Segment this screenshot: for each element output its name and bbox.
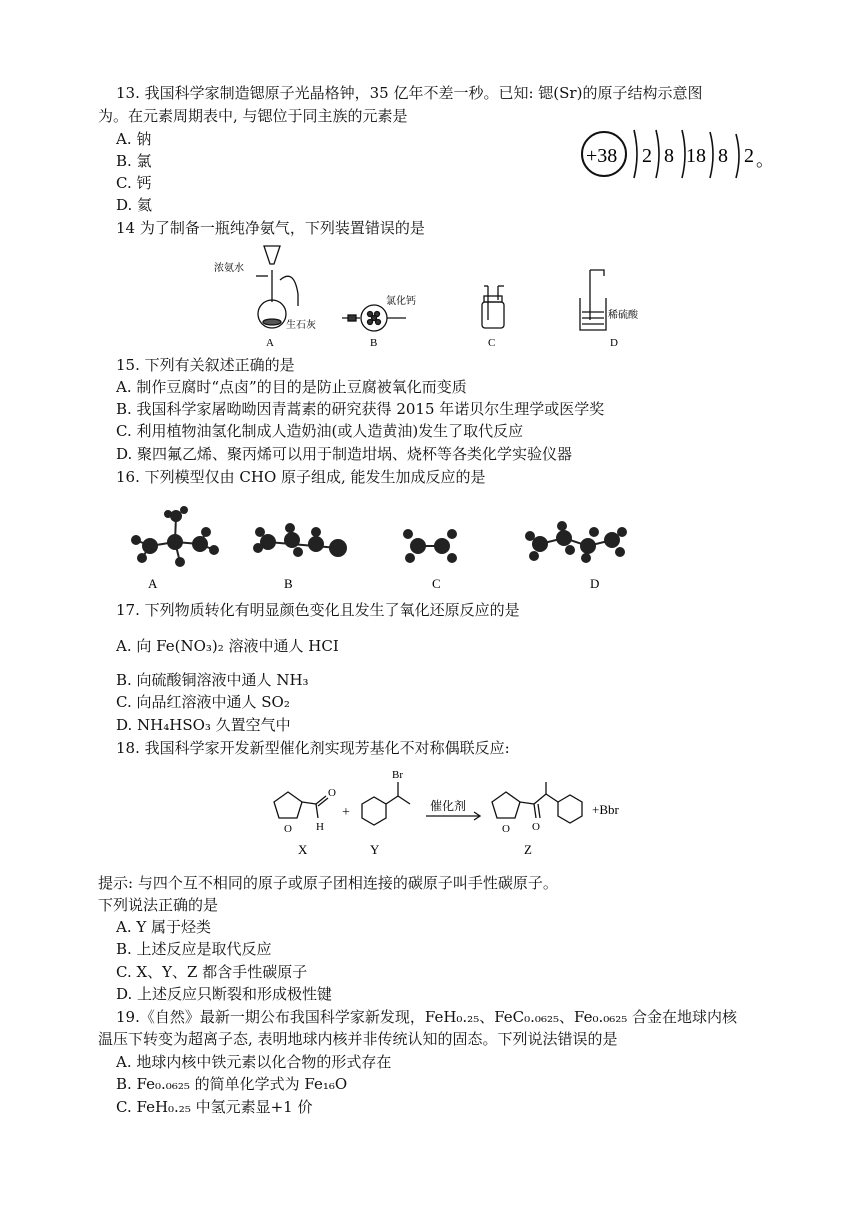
q17-stem: 17. 下列物质转化有明显颜色变化且发生了氧化还原反应的是 — [116, 601, 520, 619]
label-y: Y — [370, 842, 380, 857]
letter-b: B — [284, 576, 293, 591]
reaction-scheme — [260, 764, 650, 860]
plus-sign: + — [342, 805, 350, 820]
shell-4: 8 — [718, 145, 728, 167]
atom-h: H — [316, 821, 324, 833]
q18-ask: 下列说法正确的是 — [98, 896, 219, 914]
model-d — [526, 522, 626, 562]
letter-d: D — [610, 337, 618, 349]
byproduct: +Bbr — [592, 802, 619, 817]
label-calcium-chloride: 氯化钙 — [386, 296, 416, 307]
q19-stem-line2: 温压下转变为超离子态, 表明地球内核并非传统认知的固态。下列说法错误的是 — [98, 1030, 618, 1048]
apparatus-figure — [210, 240, 650, 352]
diagram-period: 。 — [756, 150, 774, 170]
label-quicklime: 生石灰 — [286, 320, 316, 331]
q19-option-a: A. 地球内核中铁元素以化合物的形式存在 — [116, 1053, 392, 1071]
strontium-atom-diagram — [572, 122, 772, 192]
atom-br: Br — [392, 769, 403, 781]
q15-option-d: D. 聚四氟乙烯、聚丙烯可以用于制造坩埚、烧杯等各类化学实验仪器 — [116, 445, 573, 463]
q13-stem-line2: 为。在元素周期表中, 与锶位于同主族的元素是 — [98, 107, 408, 125]
model-a — [132, 507, 218, 566]
q15-option-c: C. 利用植物油氢化制成人造奶油(或人造黄油)发生了取代反应 — [116, 422, 524, 440]
model-b — [254, 524, 346, 556]
atom-o-ketone: O — [532, 821, 540, 833]
apparatus-d — [580, 270, 606, 330]
letter-d: D — [590, 576, 600, 591]
nucleus-charge: +38 — [586, 145, 618, 167]
letter-c: C — [488, 337, 496, 349]
q18-option-d: D. 上述反应只断裂和形成极性键 — [116, 985, 333, 1003]
atom-o-aldehyde: O — [328, 787, 336, 799]
q18-option-b: B. 上述反应是取代反应 — [116, 940, 272, 958]
q15-stem: 15. 下列有关叙述正确的是 — [116, 356, 295, 374]
q17-option-a: A. 向 Fe(NO₃)₂ 溶液中通人 HCI — [116, 637, 339, 655]
atom-o-z: O — [502, 823, 510, 835]
label-dilute-sulfuric-acid: 稀硫酸 — [608, 310, 638, 321]
q17-option-d: D. NH₄HSO₃ 久置空气中 — [116, 716, 291, 734]
label-concentrated-ammonia: 浓氨水 — [214, 263, 244, 274]
shell-5: 2 — [744, 145, 754, 167]
atom-o-x: O — [284, 823, 292, 835]
letter-a: A — [266, 337, 274, 349]
label-x: X — [298, 842, 308, 857]
catalyst-label: 催化剂 — [430, 799, 467, 813]
q17-option-b: B. 向硫酸铜溶液中通人 NH₃ — [116, 671, 309, 689]
q17-option-c: C. 向品红溶液中通人 SO₂ — [116, 693, 290, 711]
q18-option-a: A. Y 属于烃类 — [116, 918, 212, 936]
label-z: Z — [524, 842, 532, 857]
q14-stem: 14 为了制备一瓶纯净氨气，下列装置错误的是 — [116, 219, 425, 237]
shell-2: 8 — [664, 145, 674, 167]
model-c — [404, 530, 456, 562]
q13-option-d: D. 氦 — [116, 196, 153, 214]
apparatus-b — [342, 305, 406, 331]
q18-stem: 18. 我国科学家开发新型催化剂实现芳基化不对称偶联反应: — [116, 739, 510, 757]
q15-option-b: B. 我国科学家屠呦呦因青蒿素的研究获得 2015 年诺贝尔生理学或医学奖 — [116, 400, 605, 418]
apparatus-a — [256, 246, 298, 328]
q15-option-a: A. 制作豆腐时“点卤”的目的是防止豆腐被氧化而变质 — [116, 378, 467, 396]
letter-a: A — [148, 576, 158, 591]
apparatus-c — [482, 286, 504, 328]
letter-b: B — [370, 337, 378, 349]
q18-hint: 提示: 与四个互不相同的原子或原子团相连接的碳原子叫手性碳原子。 — [98, 874, 558, 892]
letter-c: C — [432, 576, 441, 591]
q13-option-a: A. 钠 — [116, 130, 152, 148]
q13-stem-line1: 13. 我国科学家制造锶原子光晶格钟，35 亿年不差一秒。已知: 锶(Sr)的原子结构示意图 — [116, 84, 703, 102]
q18-option-c: C. X、Y、Z 都含手性碳原子 — [116, 963, 308, 981]
q19-option-b: B. Fe₀.₀₆₂₅ 的简单化学式为 Fe₁₆O — [116, 1075, 348, 1093]
shell-3: 18 — [686, 145, 706, 167]
q13-option-b: B. 氯 — [116, 152, 152, 170]
q19-stem-line1: 19.《自然》最新一期公布我国科学家新发现，FeH₀.₂₅、FeC₀.₀₆₂₅、Fe₀.₀₆₂₅ 合金在地球内核 — [116, 1008, 738, 1026]
shell-1: 2 — [642, 145, 652, 167]
molecular-models-figure — [120, 496, 640, 596]
q13-option-c: C. 钙 — [116, 174, 152, 192]
q16-stem: 16. 下列模型仅由 CHO 原子组成, 能发生加成反应的是 — [116, 468, 486, 486]
q19-option-c: C. FeH₀.₂₅ 中氢元素显+1 价 — [116, 1098, 313, 1116]
